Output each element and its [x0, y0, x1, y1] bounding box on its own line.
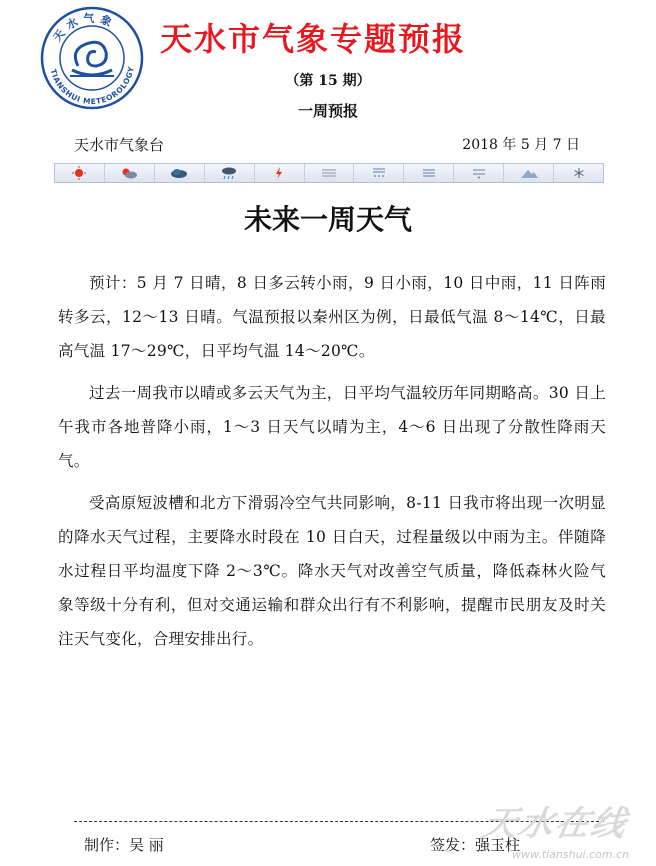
- forecast-paragraph: 预计：5 月 7 日晴，8 日多云转小雨，9 日小雨，10 日中雨，11 日阵雨转多云，12～13 日晴。气温预报以秦州区为例，日最低气温 8～14℃，日最高气温 17～29℃，日平均气温 14～20℃。: [58, 274, 606, 360]
- logo-text-bottom: TIANSHUI METEOROLOGY: [48, 65, 136, 107]
- weather-icon-strip: [54, 163, 604, 183]
- signer-credit: 签发：强玉柱: [430, 836, 521, 854]
- drizzle-icon: [354, 164, 404, 182]
- logo-text-top: 天水气象: [50, 11, 119, 45]
- maker-credit: 制作：吴 丽: [84, 836, 164, 854]
- section-heading: 未来一周天气: [243, 203, 412, 236]
- cloudy-icon: [155, 164, 205, 182]
- report-subtitle: 一周预报: [297, 102, 358, 120]
- outlook-paragraph: 受高原短波槽和北方下滑弱冷空气共同影响，8-11 日我市将出现一次明显的降水天气过程，主要降水时段在 10 日白天，过程量级以中雨为主。伴随降水过程日平均温度下降 2～3℃。降水天气对改善空气质量，降低森林火险气象等级十分有利，但对交通运输和群众出行有不利影响，提醒市民朋友及时关注天气变化，合理安排出行。: [58, 494, 606, 648]
- issue-date: 2018 年 5 月 7 日: [462, 137, 580, 153]
- report-title: 天水市气象专题预报: [160, 20, 467, 58]
- rain-icon: [205, 164, 255, 182]
- forecast-body: [58, 266, 606, 664]
- issuing-organization: 天水市气象台: [74, 136, 165, 154]
- past-week-paragraph: 过去一周我市以晴或多云天气为主，日平均气温较历年同期略高。30 日上午我市各地普降小雨，1～3 日天气以晴为主，4～6 日出现了分散性降雨天气。: [58, 384, 606, 470]
- issue-number: （第 15 期）: [285, 73, 371, 89]
- watermark-text: 天水在线: [479, 804, 632, 844]
- sleet-icon: [404, 164, 454, 182]
- mountain-icon: [504, 164, 554, 182]
- snowflake-icon: [554, 164, 603, 182]
- meteorology-logo: [40, 6, 144, 110]
- watermark-url: www.tianshui.com.cn: [512, 848, 630, 861]
- snow-icon: [454, 164, 504, 182]
- thunder-icon: [255, 164, 305, 182]
- fog-icon: [305, 164, 355, 182]
- partly-cloudy-icon: [105, 164, 155, 182]
- sunny-icon: [55, 164, 105, 182]
